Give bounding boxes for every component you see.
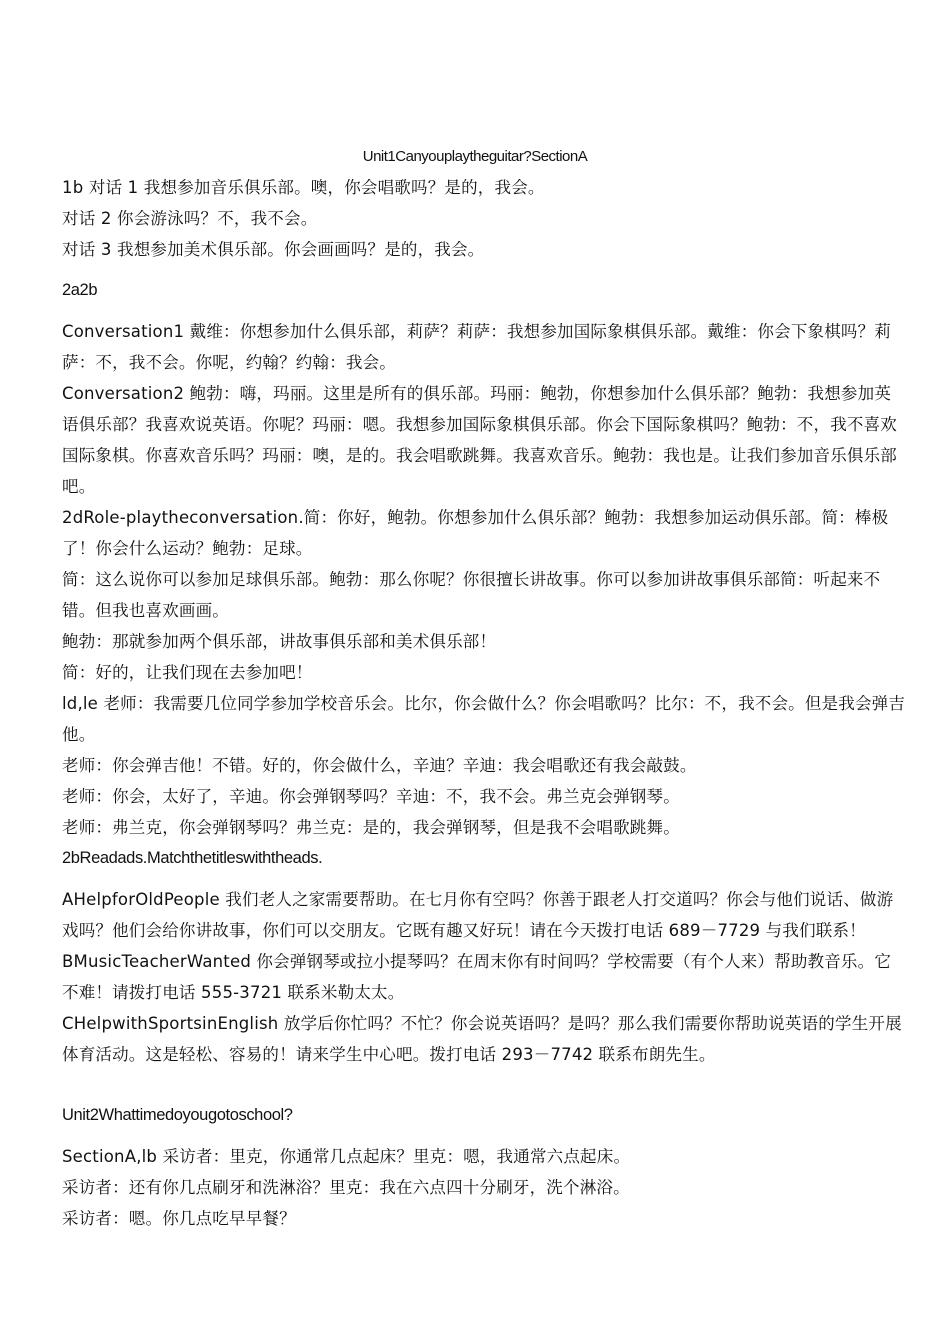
- paragraph-interviewer-brush: 采访者：还有你几点刷牙和洗淋浴？里克：我在六点四十分刷牙，洗个淋浴。: [62, 1178, 630, 1197]
- paragraph-2d-role-play: 2dRole-playtheconversation.简：你好，鲍勃。你想参加什么俱乐部？鲍勃：我想参加运动俱乐部。简：棒极了！你会什么运动？鲍勃：足球。: [62, 508, 889, 558]
- paragraph-dialogue-2: 对话 2 你会游泳吗？不，我不会。: [62, 209, 318, 228]
- document-body: [62, 172, 907, 1234]
- paragraph-dialogue-3: 对话 3 我想参加美术俱乐部。你会画画吗？是的，我会。: [62, 240, 485, 259]
- paragraph-teacher-cindy: 老师：你会弹吉他！不错。好的，你会做什么，辛迪？辛迪：我会唱歌还有我会敲鼓。: [62, 756, 697, 775]
- unit-2-heading: Unit2Whattimedoyougotoschool?: [62, 1106, 293, 1124]
- paragraph-1b-dialogue-1: 1b 对话 1 我想参加音乐俱乐部。噢，你会唱歌吗？是的，我会。: [62, 178, 545, 197]
- paragraph-conversation-2: Conversation2 鲍勃：嗨，玛丽。这里是所有的俱乐部。玛丽：鲍勃，你想参加什么俱乐部？鲍勃：我想参加英语俱乐部？我喜欢说英语。你呢？玛丽：嗯。我想参加国际象棋俱乐部。你会下国际象棋吗？鲍勃：不，我不喜欢国际象棋。你喜欢音乐吗？玛丽：噢，是的。我会唱歌跳舞。我喜欢音乐。鲍勃：我也是。让我们参加音乐俱乐部吧。: [62, 384, 897, 496]
- paragraph-conversation-1: Conversation1 戴维：你想参加什么俱乐部，莉萨？莉萨：我想参加国际象棋俱乐部。戴维：你会下象棋吗？莉萨：不，我不会。你呢，约翰？约翰：我会。: [62, 322, 892, 372]
- paragraph-section-a-1b: SectionA,lb 采访者：里克，你通常几点起床？里克：嗯，我通常六点起床。: [62, 1147, 631, 1166]
- paragraph-ad-a: AHelpforOldPeople 我们老人之家需要帮助。在七月你有空吗？你善于跟老人打交道吗？你会与他们说话、做游戏吗？他们会给你讲故事，你们可以交朋友。它既有趣又好玩！请在今天拨打电话 689－7729 与我们联系！: [62, 890, 894, 940]
- paragraph-teacher-frank: 老师：弗兰克，你会弹钢琴吗？弗兰克：是的，我会弹钢琴，但是我不会唱歌跳舞。: [62, 818, 680, 837]
- paragraph-2d-continued: 简：这么说你可以参加足球俱乐部。鲍勃：那么你呢？你很擅长讲故事。你可以参加讲故事俱乐部简：听起来不错。但我也喜欢画画。: [62, 570, 881, 620]
- section-heading-2b: 2bReadads.Matchthetitleswiththeads.: [62, 849, 323, 867]
- paragraph-teacher-piano: 老师：你会，太好了，辛迪。你会弹钢琴吗？辛迪：不，我不会。弗兰克会弹钢琴。: [62, 787, 680, 806]
- paragraph-1d-1e-teacher: ld,le 老师：我需要几位同学参加学校音乐会。比尔，你会做什么？你会唱歌吗？比尔：不，我不会。但是我会弹吉他。: [62, 694, 906, 744]
- paragraph-interviewer-breakfast: 采访者：嗯。你几点吃早早餐？: [62, 1209, 296, 1228]
- paragraph-2d-jane: 简：好的，让我们现在去参加吧！: [62, 663, 313, 682]
- paragraph-ad-b: BMusicTeacherWanted 你会弹钢琴或拉小提琴吗？在周末你有时间吗？学校需要（有个人来）帮助教音乐。它不难！请拨打电话 555-3721 联系米勒太太。: [62, 952, 892, 1002]
- paragraph-2d-bob: 鲍勃：那就参加两个俱乐部，讲故事俱乐部和美术俱乐部！: [62, 632, 497, 651]
- paragraph-ad-c: CHelpwithSportsinEnglish 放学后你忙吗？不忙？你会说英语吗？是吗？那么我们需要你帮助说英语的学生开展体育活动。这是轻松、容易的！请来学生中心吧。拨打电话 293－7742 联系布朗先生。: [62, 1014, 902, 1064]
- document-title: Unit1Canyouplaytheguitar?SectionA: [362, 148, 588, 165]
- section-heading-2a2b: 2a2b: [62, 281, 98, 299]
